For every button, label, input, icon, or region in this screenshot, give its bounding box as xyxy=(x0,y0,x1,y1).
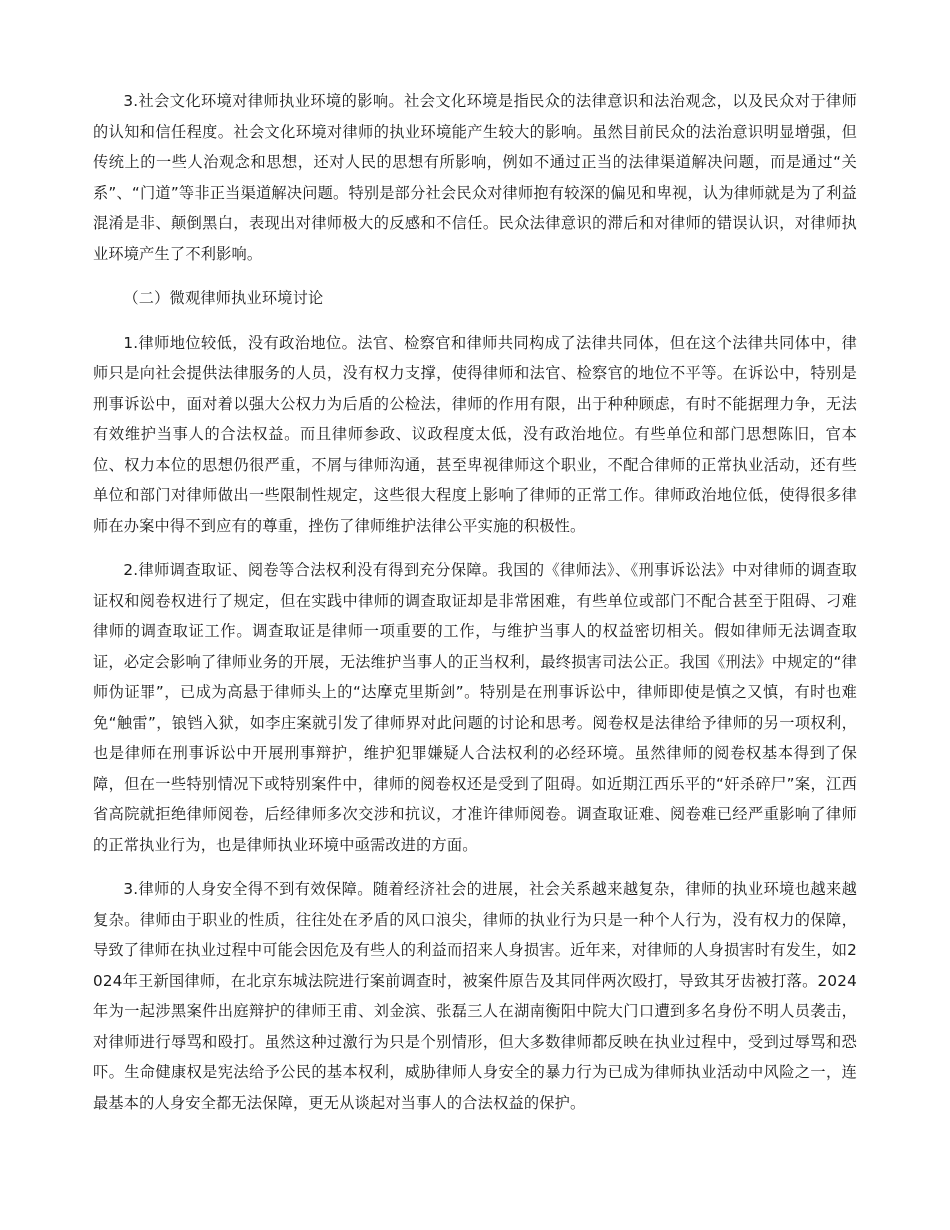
section-heading-micro-environment: （二）微观律师执业环境讨论 xyxy=(123,289,324,307)
paragraph-investigation-rights: 2.律师调查取证、阅卷等合法权利没有得到充分保障。我国的《律师法》、《刑事诉讼法》中对律师的调查取证权和阅卷权进行了规定，但在实践中律师的调查取证却是非常困难，有些单位或部门不配合甚至于阻碍、刁难律师的调查取证工作。调查取证是律师一项重要的工作，与维护当事人的权益密切相关。假如律师无法调查取证，必定会影响了律师业务的开展，无法维护当事人的正当权利，最终损害司法公正。我国《刑法》中规定的“律师伪证罪”，已成为高悬于律师头上的“达摩克里斯剑”。特别是在刑事诉讼中，律师即使是慎之又慎，有时也难免“触雷”，锒铛入狱，如李庄案就引发了律师界对此问题的讨论和思考。阅卷权是法律给予律师的另一项权利，也是律师在刑事诉讼中开展刑事辩护，维护犯罪嫌疑人合法权利的必经环境。虽然律师的阅卷权基本得到了保障，但在一些特别情况下或特别案件中，律师的阅卷权还是受到了阻碍。如近期江西乐平的“奸杀碎尸”案，江西省高院就拒绝律师阅卷，后经律师多次交涉和抗议，才准许律师阅卷。调查取证难、阅卷难已经严重影响了律师的正常执业行为，也是律师执业环境中亟需改进的方面。 xyxy=(93,561,857,854)
paragraph-lawyer-status: 1.律师地位较低，没有政治地位。法官、检察官和律师共同构成了法律共同体，但在这个法律共同体中，律师只是向社会提供法律服务的人员，没有权力支撑，使得律师和法官、检察官的地位不平等。在诉讼中，特别是刑事诉讼中，面对着以强大公权力为后盾的公检法，律师的作用有限，出于种种顾虑，有时不能据理力争，无法有效维护当事人的合法权益。而且律师参政、议政程度太低，没有政治地位。有些单位和部门思想陈旧，官本位、权力本位的思想仍很严重，不屑与律师沟通，甚至卑视律师这个职业，不配合律师的正常执业活动，还有些单位和部门对律师做出一些限制性规定，这些很大程度上影响了律师的正常工作。律师政治地位低，使得很多律师在办案中得不到应有的尊重，挫伤了律师维护法律公平实施的积极性。 xyxy=(93,333,857,535)
paragraph-social-culture: 3.社会文化环境对律师执业环境的影响。社会文化环境是指民众的法律意识和法治观念，以及民众对于律师的认知和信任程度。社会文化环境对律师的执业环境能产生较大的影响。虽然目前民众的法治意识明显增强，但传统上的一些人治观念和思想，还对人民的思想有所影响，例如不通过正当的法律渠道解决问题，而是通过“关系”、“门道”等非正当渠道解决问题。特别是部分社会民众对律师抱有较深的偏见和卑视，认为律师就是为了利益混淆是非、颠倒黑白，表现出对律师极大的反感和不信任。民众法律意识的滞后和对律师的错误认识，对律师执业环境产生了不利影响。 xyxy=(93,92,857,263)
paragraph-personal-safety: 3.律师的人身安全得不到有效保障。随着经济社会的进展，社会关系越来越复杂，律师的执业环境也越来越复杂。律师由于职业的性质，往往处在矛盾的风口浪尖，律师的执业行为只是一种个人行为，没有权力的保障，导致了律师在执业过程中可能会因危及有些人的利益而招来人身损害。近年来，对律师的人身损害时有发生，如2024年王新国律师，在北京东城法院进行案前调查时，被案件原告及其同伴两次殴打，导致其牙齿被打落。2024年为一起涉黑案件出庭辩护的律师王甫、刘金滨、张磊三人在湖南衡阳中院大门口遭到多名身份不明人员袭击，对律师进行辱骂和殴打。虽然这种过激行为只是个别情形，但大多数律师都反映在执业过程中，受到过辱骂和恐吓。生命健康权是宪法给予公民的基本权利，威胁律师人身安全的暴力行为已成为律师执业活动中风险之一，连最基本的人身安全都无法保障，更无从谈起对当事人的合法权益的保护。 xyxy=(93,880,857,1112)
